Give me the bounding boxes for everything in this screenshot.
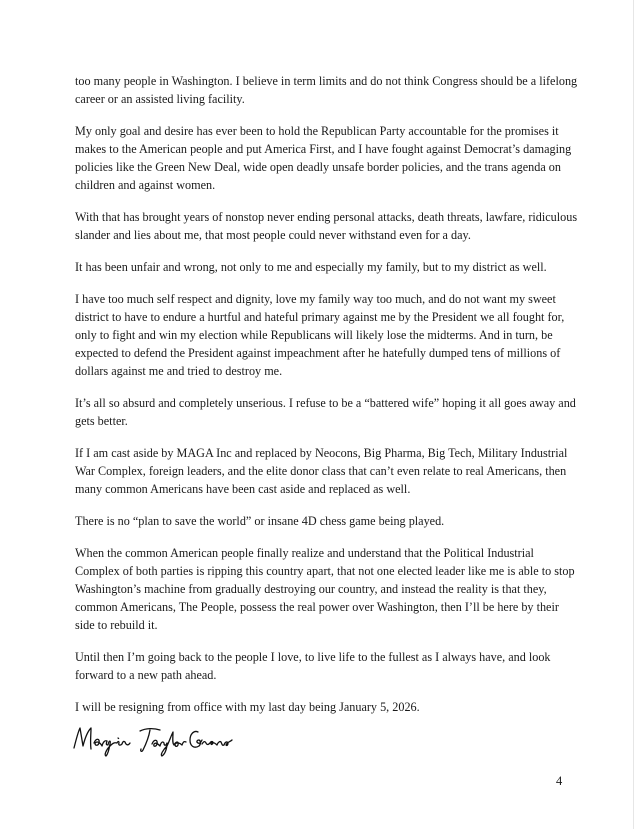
handwritten-signature: [70, 722, 235, 758]
paragraph-self-respect: I have too much self respect and dignity, love my family way too much, and do not want my sweet district to have to endure a hurtful and hateful primary against me by the President we all fought for, only to fight and win my election while Republicans will likely lose the midterms. And in turn, be expected to defend the President against impeachment after he hatefully dumped tens of millions of dollars against me and tried to destroy me.: [75, 292, 565, 378]
paragraph-unfair: It has been unfair and wrong, not only to me and especially my family, but to my district as well.: [75, 260, 547, 274]
paragraph-resigning: I will be resigning from office with my last day being January 5, 2026.: [75, 700, 420, 714]
page-number: 4: [556, 774, 563, 788]
paragraph-attacks: With that has brought years of nonstop never ending personal attacks, death threats, lawfare, ridiculous slander and lies about me, that most people could never withstand even for a day.: [75, 210, 578, 242]
paragraph-until-then: Until then I’m going back to the people I love, to live life to the fullest as I always have, and look forward to a new path ahead.: [75, 650, 551, 682]
paragraph-cast-aside: If I am cast aside by MAGA Inc and replaced by Neocons, Big Pharma, Big Tech, Military Industrial War Complex, foreign leaders, and the elite donor class that can’t even relate to real Americans, then many common Americans have been cast aside and replaced as well.: [75, 446, 568, 496]
paragraph-no-plan: There is no “plan to save the world” or insane 4D chess game being played.: [75, 514, 445, 528]
paragraph-common-people: When the common American people finally realize and understand that the Political Industrial Complex of both parties is ripping this country apart, that not one elected leader like me is able to stop Washington’s machine from gradually destroying our country, and instead the reality is that they, common Americans, The People, possess the real power over Washington, then I’ll be here by their side to rebuild it.: [75, 546, 575, 632]
paragraph-absurd: It’s all so absurd and completely unserious. I refuse to be a “battered wife” hoping it all goes away and gets better.: [75, 396, 576, 428]
paragraph-term-limits: too many people in Washington. I believe in term limits and do not think Congress should be a lifelong career or an assisted living facility.: [75, 74, 578, 106]
paragraph-goal: My only goal and desire has ever been to hold the Republican Party accountable for the promises it makes to the American people and put America First, and I have fought against Democrat’s damaging policies like the Green New Deal, wide open deadly unsafe border policies, and the trans agenda on children and against women.: [75, 124, 572, 192]
letter-body: [75, 72, 580, 730]
